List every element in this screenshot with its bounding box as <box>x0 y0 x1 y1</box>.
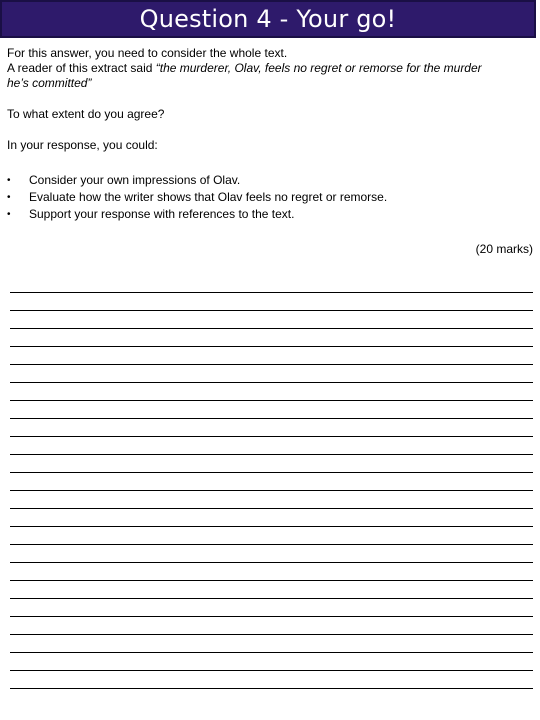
answer-line[interactable] <box>10 346 533 347</box>
answer-line[interactable] <box>10 562 533 563</box>
answer-line[interactable] <box>10 490 533 491</box>
answer-line[interactable] <box>10 616 533 617</box>
answer-line[interactable] <box>10 382 533 383</box>
answer-line[interactable] <box>10 436 533 437</box>
intro-line-2-prefix: A reader of this extract said <box>7 61 156 75</box>
answer-lines[interactable] <box>10 292 533 706</box>
answer-line[interactable] <box>10 670 533 671</box>
marks-label: (20 marks) <box>475 242 533 256</box>
suggestion-text: Support your response with references to the text. <box>29 207 295 221</box>
answer-line[interactable] <box>10 400 533 401</box>
suggestion-lead: In your response, you could: <box>7 138 158 152</box>
bullet-icon: • <box>7 175 11 186</box>
answer-line[interactable] <box>10 508 533 509</box>
suggestion-item <box>7 189 533 206</box>
answer-line[interactable] <box>10 472 533 473</box>
answer-line[interactable] <box>10 454 533 455</box>
answer-line[interactable] <box>10 580 533 581</box>
answer-line[interactable] <box>10 328 533 329</box>
answer-line[interactable] <box>10 310 533 311</box>
answer-line[interactable] <box>10 544 533 545</box>
answer-line[interactable] <box>10 418 533 419</box>
question-prompt: To what extent do you agree? <box>7 107 165 121</box>
suggestion-text: Consider your own impressions of Olav. <box>29 173 241 187</box>
reader-quote-part-2: he’s committed” <box>7 76 92 90</box>
answer-line[interactable] <box>10 292 533 293</box>
bullet-icon: • <box>7 209 11 220</box>
intro-line-2 <box>7 61 533 76</box>
answer-line[interactable] <box>10 598 533 599</box>
suggestion-item <box>7 206 533 223</box>
suggestion-text: Evaluate how the writer shows that Olav feels no regret or remorse. <box>29 190 388 204</box>
page-title: Question 4 - Your go! <box>139 5 397 33</box>
suggestion-list <box>7 172 533 223</box>
answer-line[interactable] <box>10 652 533 653</box>
question-body <box>7 46 533 223</box>
answer-line[interactable] <box>10 688 533 689</box>
suggestion-item <box>7 172 533 189</box>
title-banner <box>0 0 536 38</box>
answer-line[interactable] <box>10 526 533 527</box>
answer-line[interactable] <box>10 634 533 635</box>
bullet-icon: • <box>7 192 11 203</box>
reader-quote-part-1: “the murderer, Olav, feels no regret or remorse for the murder <box>155 61 482 75</box>
intro-line-1: For this answer, you need to consider the whole text. <box>7 46 288 60</box>
answer-line[interactable] <box>10 364 533 365</box>
